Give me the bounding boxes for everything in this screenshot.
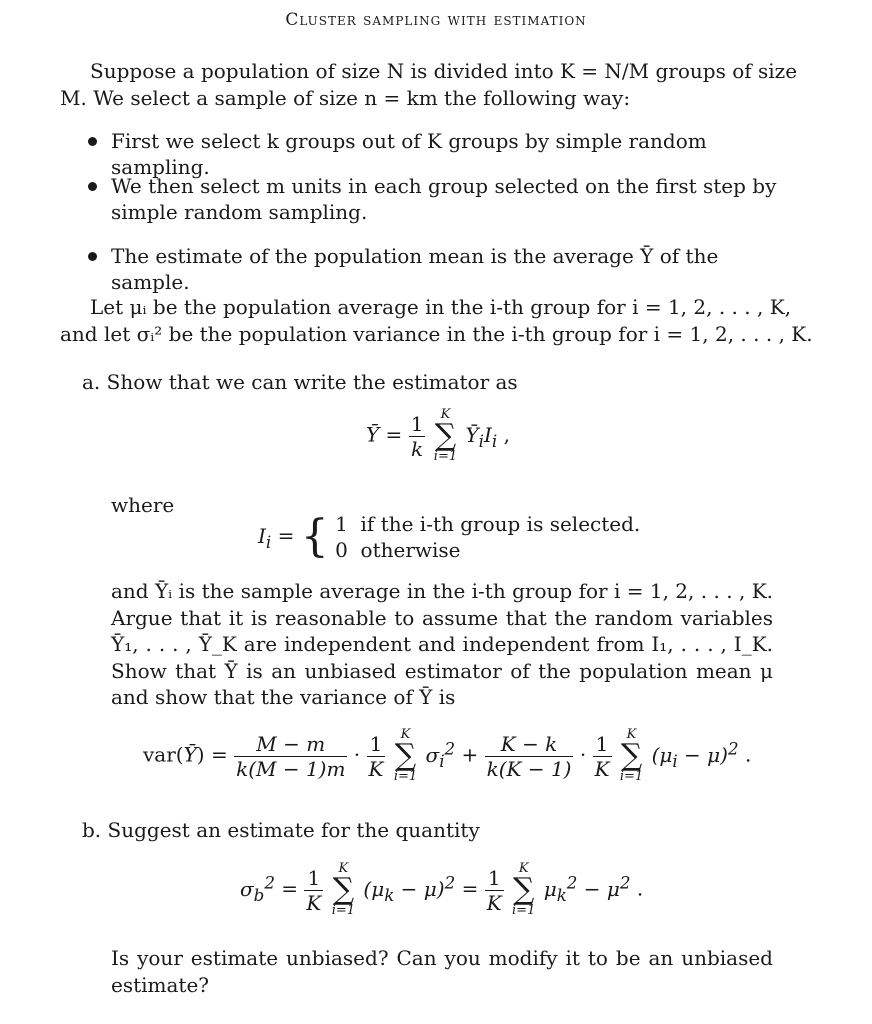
let-line-2: and let σᵢ² be the population variance in the i-th group for i = 1, 2, . . . , K.: [60, 322, 813, 346]
case-1-text: if the i-th group is selected.: [360, 512, 641, 536]
bullet-text-2: We then select m units in each group selected on the first step by simple random sampling.: [111, 174, 777, 224]
estimator-equation: Ȳ = $\frac{1}{k}$ K ∑ i=1 $Ȳ_iI_i$ ,: [366, 407, 510, 464]
bullet-dot-icon: [88, 182, 97, 191]
eq-lhs: Ȳ: [366, 422, 380, 447]
bullet-text-3: The estimate of the population mean is the average Ȳ of the sample.: [111, 244, 719, 294]
intro-line-2: M. We select a sample of size n = km the following way:: [60, 86, 631, 110]
sigma-b-equation: $\sigma_b^2$ = $\frac{1}{K}$ K ∑ i=1 $(\mu_k - \mu)^2$ = $\frac{1}{K}$ K ∑ i=1 $\mu_k^2 - \mu^2$ .: [240, 861, 644, 918]
indicator-equation: $I_i$ = { 1 if the i-th group is selected. 0 otherwise: [258, 511, 641, 562]
bullet-item-2: [111, 173, 781, 225]
let-paragraph: [60, 294, 813, 348]
closing-question: Is your estimate unbiased? Can you modify it to be an unbiased estimate?: [111, 946, 773, 997]
page-title: Cluster sampling with estimation: [285, 10, 587, 30]
where-label: where: [111, 493, 175, 517]
bullet-text-1: First we select k groups out of K groups by simple random sampling.: [111, 129, 707, 179]
intro-line-1: Suppose a population of size N is divided into K = N/M groups of size: [90, 59, 798, 83]
eq-sum: K ∑ i=1: [433, 407, 458, 464]
case-0-text: otherwise: [360, 538, 461, 562]
bullet-dot-icon: [88, 252, 97, 261]
left-brace-icon: {: [300, 511, 329, 562]
part-a-body: and Ȳᵢ is the sample average in the i-th group for i = 1, 2, . . . , K. Argue that it is reasonable to assume that the random variables Ȳ₁, . . . , Ȳ_K are independent and independent from I₁, . . . , I_K. Show that Ȳ is an unbiased estimator of the population mean μ and show that the variance of Ȳ is: [111, 579, 773, 709]
bullet-item-3: [111, 243, 791, 295]
bullet-dot-icon: [88, 137, 97, 146]
eq-frac-1-k: $\frac{1}{k}$: [410, 411, 424, 461]
part-a-intro: a. Show that we can write the estimator as: [82, 370, 518, 394]
intro-paragraph: [60, 58, 798, 112]
eq-term: $Ȳ_iI_i$: [465, 422, 498, 451]
variance-equation: var(Ȳ) = $\frac{M - m}{k(M - 1)m}$ · $\frac{1}{K}$ K ∑ i=1 $\sigma_i^2$ + $\frac{K - k}{k(K - 1)}$ · $\frac{1}{K}$ K ∑ i=1 $(\mu_i - \mu)^2$ .: [143, 727, 752, 784]
cases: 1 if the i-th group is selected. 0 otherwise: [335, 512, 641, 562]
let-line-1: Let μᵢ be the population average in the i-th group for i = 1, 2, . . . , K,: [90, 295, 791, 319]
part-b-intro: b. Suggest an estimate for the quantity: [82, 818, 480, 842]
